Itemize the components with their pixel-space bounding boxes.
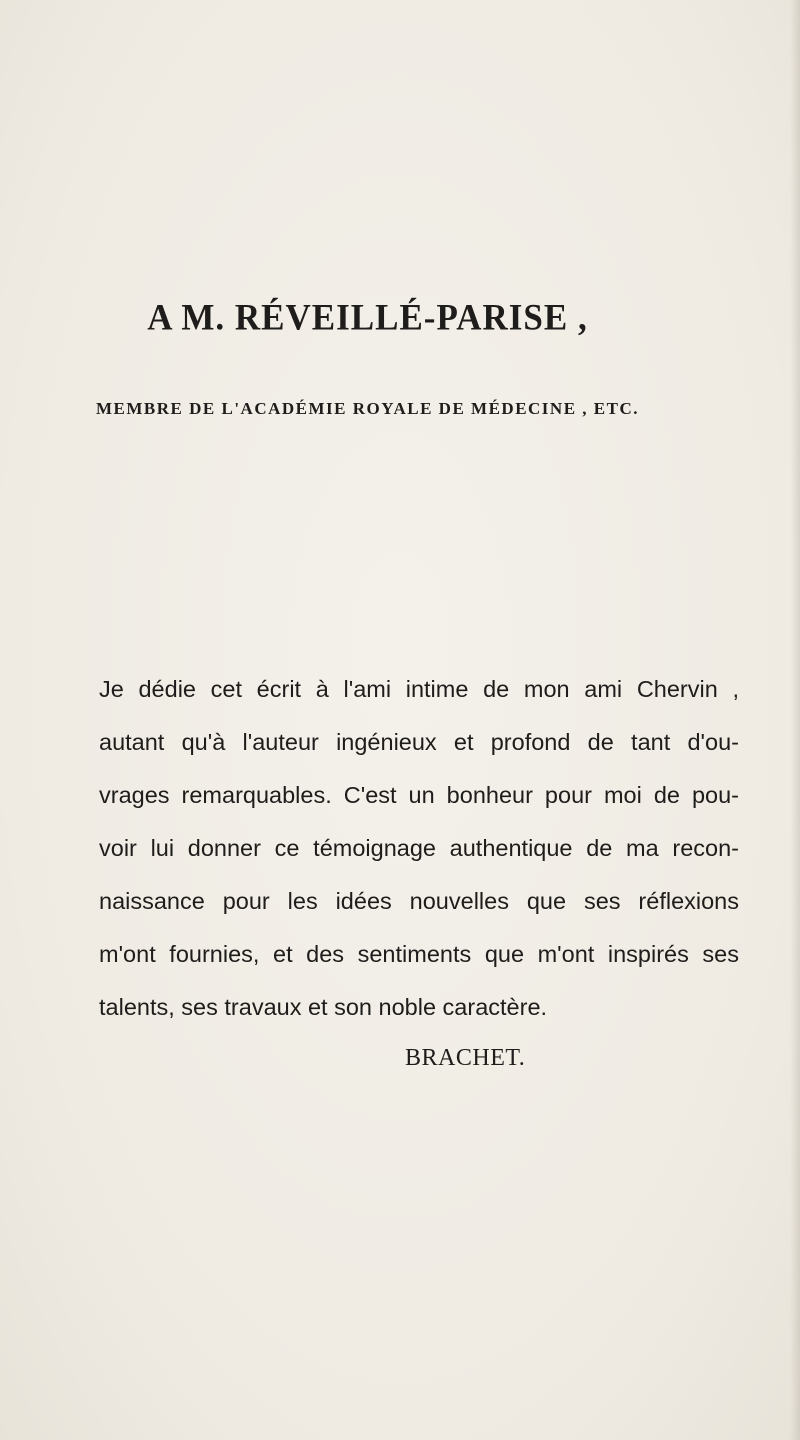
body-line: naissance pour les idées nouvelles que ses réflexions bbox=[99, 888, 739, 914]
dedication-body bbox=[99, 663, 739, 1034]
dedication-subtitle: MEMBRE DE L'ACADÉMIE ROYALE DE MÉDECINE , ETC. bbox=[95, 399, 639, 418]
body-line: autant qu'à l'auteur ingénieux et profond de tant d'ou- bbox=[99, 729, 739, 755]
body-line: vrages remarquables. C'est un bonheur pour moi de pou- bbox=[99, 782, 739, 808]
body-line: m'ont fournies, et des sentiments que m'ont inspirés ses bbox=[99, 941, 739, 967]
dedication-title: A M. RÉVEILLÉ-PARISE , bbox=[147, 297, 588, 338]
body-line: Je dédie cet écrit à l'ami intime de mon ami Chervin , bbox=[99, 676, 739, 702]
body-line: voir lui donner ce témoignage authentique de ma recon- bbox=[99, 835, 739, 861]
signature: BRACHET. bbox=[405, 1045, 526, 1071]
body-line: talents, ses travaux et son noble caractère. bbox=[99, 994, 548, 1020]
page-edge-shadow bbox=[790, 0, 800, 1440]
